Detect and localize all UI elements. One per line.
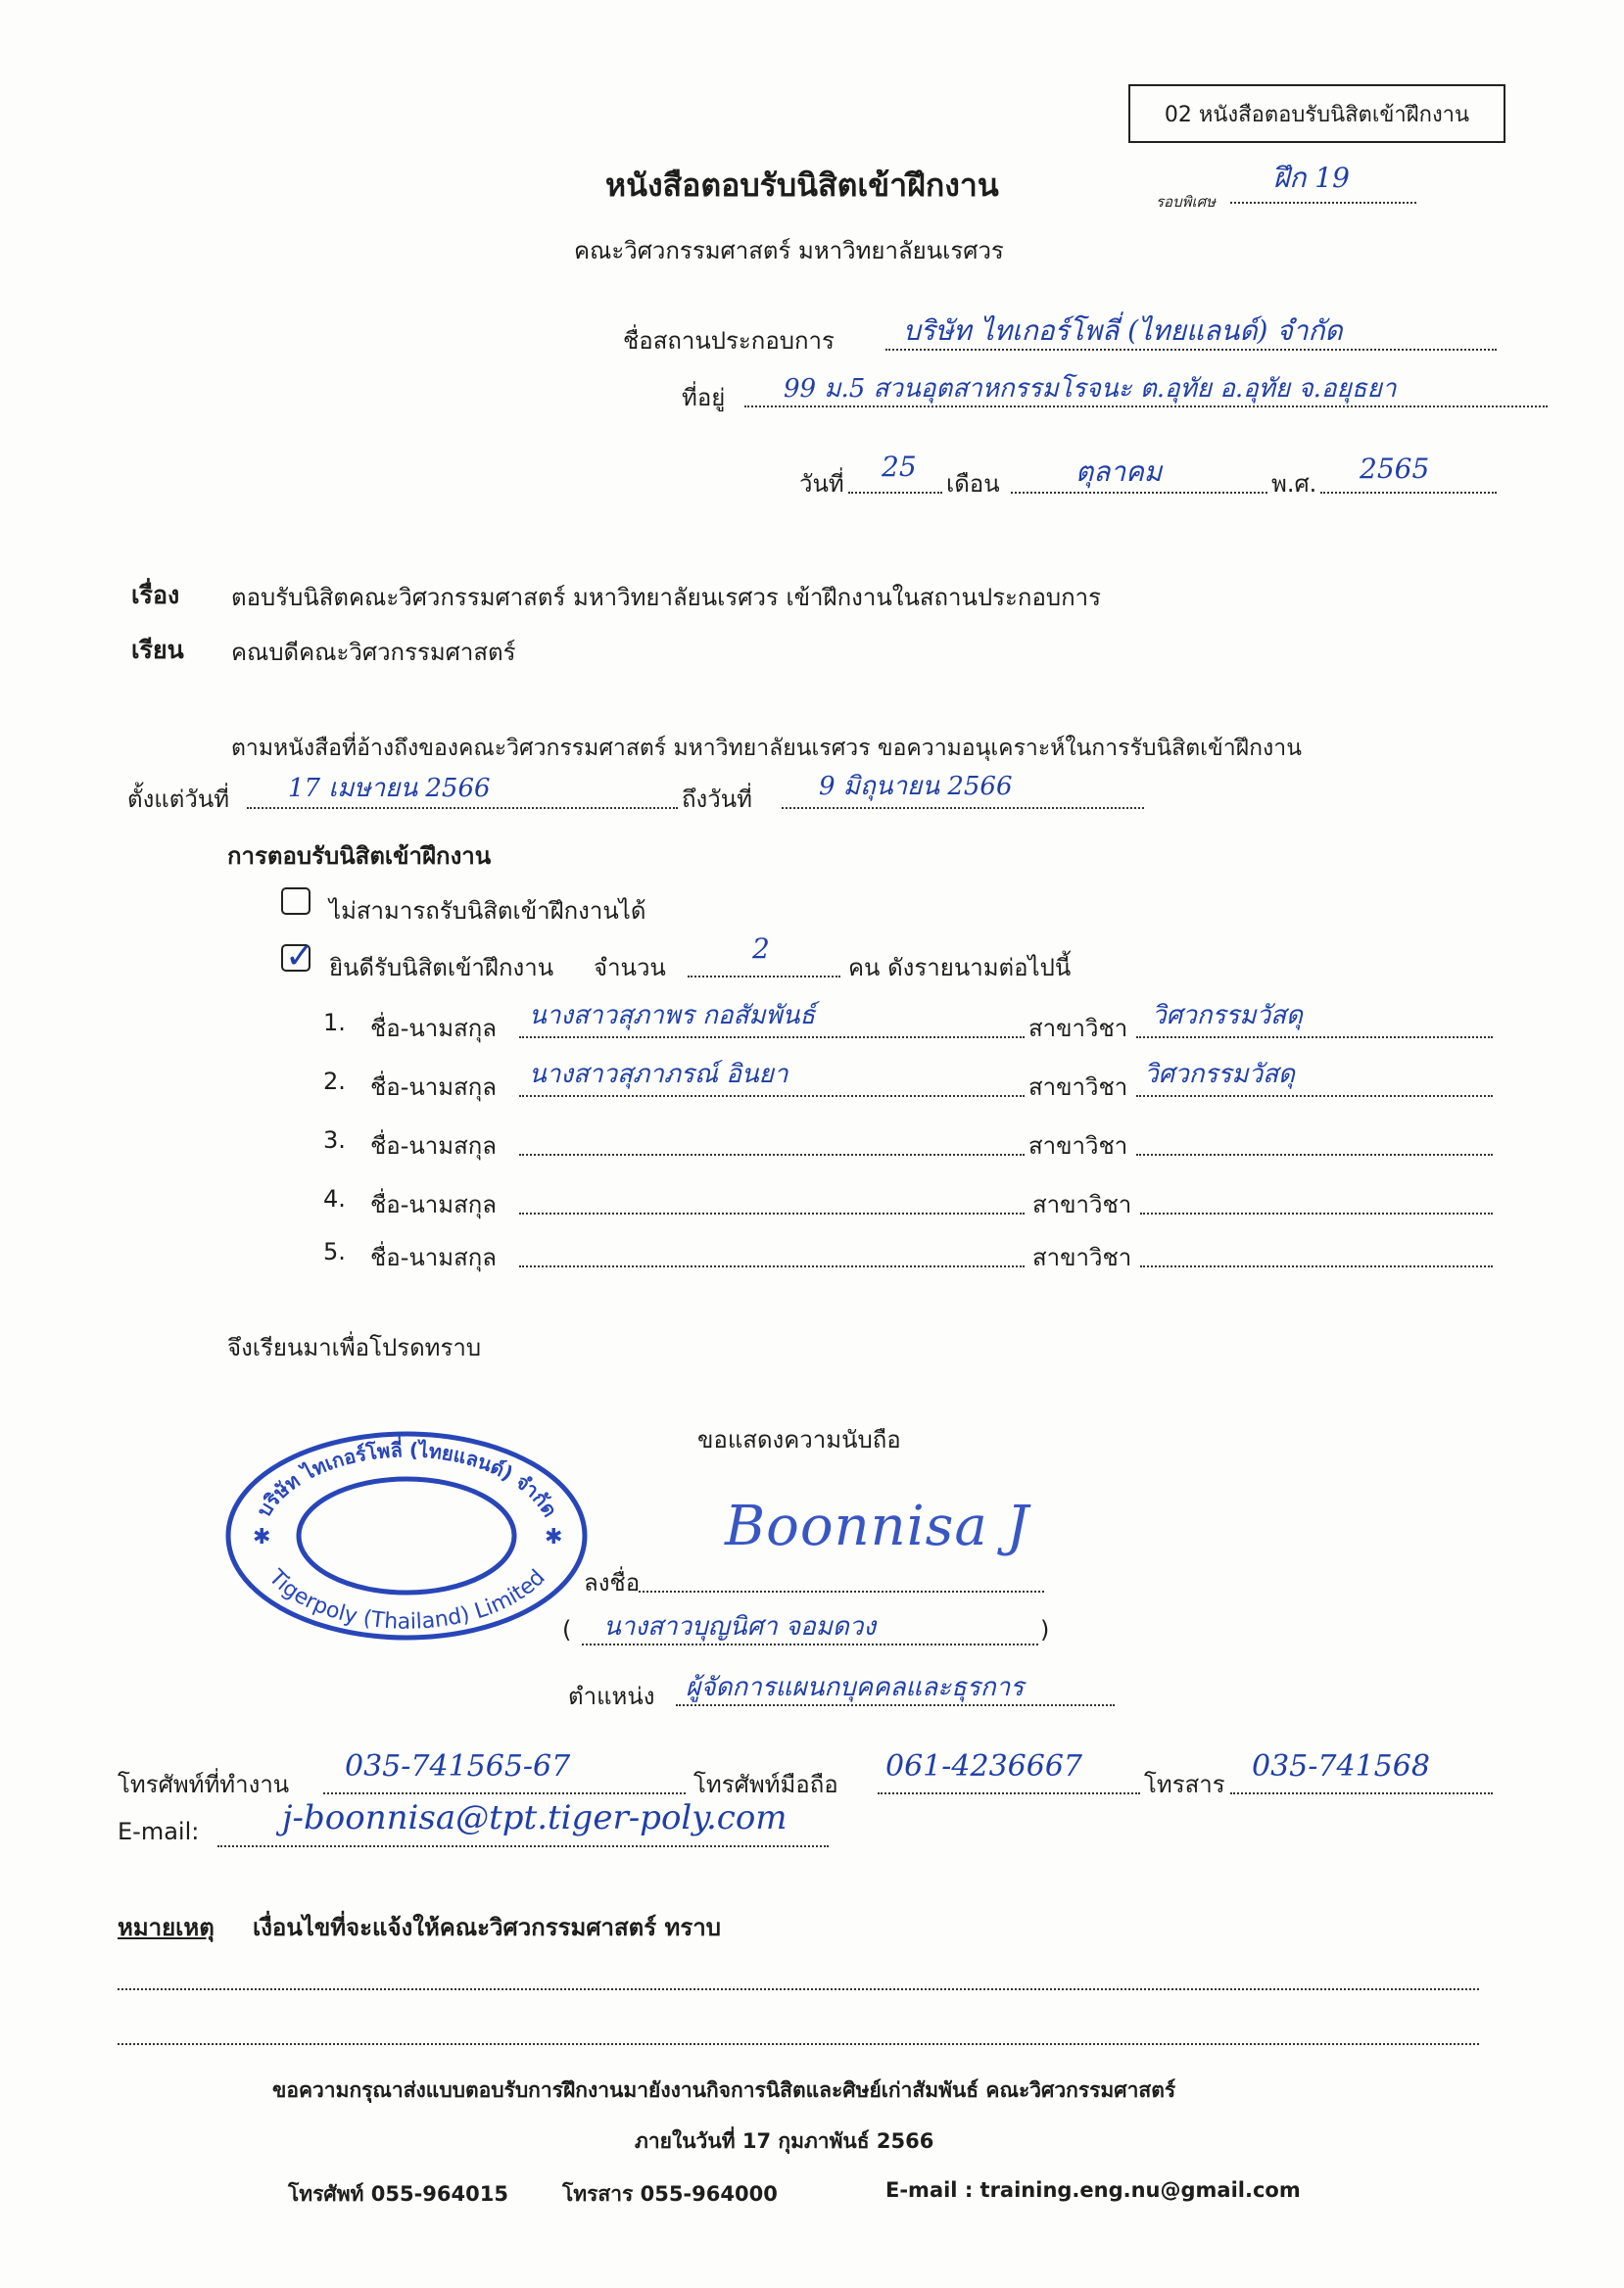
- company-name-label: ชื่อสถานประกอบการ: [623, 327, 835, 355]
- round-value: ฝึก 19: [1273, 162, 1350, 194]
- fax-label: โทรสาร: [1144, 1771, 1225, 1798]
- fax-line: [1230, 1792, 1493, 1794]
- student-no: 3.: [323, 1126, 346, 1154]
- student-no: 2.: [323, 1068, 346, 1095]
- student-name-line: [519, 1036, 1025, 1038]
- to-text: คณบดีคณะวิศวกรรมศาสตร์: [231, 639, 516, 666]
- student-name-line: [519, 1095, 1025, 1097]
- student-major-line: [1136, 1036, 1493, 1038]
- date-day-label: วันที่: [799, 470, 844, 498]
- footer-email: E-mail : training.eng.nu@gmail.com: [885, 2178, 1301, 2202]
- date-day-value: 25: [882, 451, 917, 483]
- stamp-thai-text: บริษัท ไทเกอร์โพลี่ (ไทยแลนด์) จำกัด: [252, 1438, 562, 1521]
- remark-label: หมายเหตุ: [118, 1914, 215, 1941]
- faculty-subtitle: คณะวิศวกรรมศาสตร์ มหาวิทยาลัยนเรศวร: [574, 237, 1004, 264]
- reject-option-label: ไม่สามารถรับนิสิตเข้าฝึกงานได้: [329, 897, 646, 925]
- student-name-label: ชื่อ-นามสกุล: [370, 1244, 497, 1271]
- signer-name-value: นางสาวบุญนิศา จอมดวง: [603, 1612, 877, 1642]
- student-name-label: ชื่อ-นามสกุล: [370, 1073, 497, 1101]
- student-major-line: [1136, 1154, 1493, 1156]
- position-label: ตำแหน่ง: [568, 1683, 655, 1710]
- count-line: [688, 976, 840, 977]
- accept-option-label: ยินดีรับนิสิตเข้าฝึกงาน: [329, 954, 554, 981]
- subject-text: ตอบรับนิสิตคณะวิศวกรรมศาสตร์ มหาวิทยาลัยนเรศวร เข้าฝึกงานในสถานประกอบการ: [231, 584, 1102, 611]
- page-title: หนังสือตอบรับนิสิตเข้าฝึกงาน: [605, 167, 999, 204]
- form-code-box: [1128, 84, 1505, 143]
- student-name-value: นางสาวสุภาภรณ์ อินยา: [529, 1060, 788, 1089]
- student-major-label: สาขาวิชา: [1028, 1015, 1128, 1042]
- student-name-value: นางสาวสุภาพร กอสัมพันธ์: [529, 1001, 816, 1030]
- student-major-label: สาขาวิชา: [1032, 1244, 1132, 1271]
- date-month-value: ตุลาคม: [1075, 455, 1163, 488]
- student-name-line: [519, 1265, 1025, 1267]
- to-date-value: 9 มิถุนายน 2566: [819, 772, 1013, 801]
- count-suffix: คน ดังรายนามต่อไปนี้: [848, 954, 1072, 981]
- footer-line-1: ขอความกรุณาส่งแบบตอบรับการฝึกงานมายังงานกิจการนิสิตและศิษย์เก่าสัมพันธ์ คณะวิศวกรรมศาสตร์: [272, 2078, 1176, 2102]
- from-date-value: 17 เมษายน 2566: [288, 774, 491, 803]
- name-close-paren: ): [1040, 1616, 1050, 1644]
- date-year-label: พ.ศ.: [1271, 470, 1317, 498]
- student-major-label: สาขาวิชา: [1028, 1132, 1128, 1160]
- sign-label: ลงชื่อ: [584, 1569, 641, 1597]
- closing-regards: ขอแสดงความนับถือ: [697, 1426, 901, 1454]
- count-value: 2: [752, 932, 770, 965]
- reject-checkbox[interactable]: [281, 887, 310, 915]
- student-name-label: ชื่อ-นามสกุล: [370, 1191, 497, 1218]
- remark-line-2: [118, 2043, 1479, 2045]
- office-phone-label: โทรศัพท์ที่ทำงาน: [118, 1771, 290, 1798]
- footer-fax: โทรสาร 055-964000: [562, 2182, 778, 2206]
- student-major-value: วิศวกรรมวัสดุ: [1152, 1001, 1303, 1030]
- address-label: ที่อยู่: [682, 384, 726, 411]
- to-date-label: ถึงวันที่: [682, 786, 752, 813]
- fax-value: 035-741568: [1252, 1749, 1430, 1784]
- form-code: 02 หนังสือตอบรับนิสิตเข้าฝึกงาน: [1164, 102, 1470, 127]
- acceptance-heading: การตอบรับนิสิตเข้าฝึกงาน: [227, 842, 492, 870]
- stamp-star-icon: ✱: [545, 1525, 563, 1549]
- company-stamp: [223, 1428, 591, 1644]
- mobile-line: [878, 1792, 1140, 1794]
- mobile-label: โทรศัพท์มือถือ: [693, 1771, 838, 1798]
- student-no: 4.: [323, 1185, 346, 1213]
- date-day-line: [848, 492, 942, 494]
- date-year-line: [1320, 492, 1497, 494]
- student-major-label: สาขาวิชา: [1032, 1191, 1132, 1218]
- remark-text: เงื่อนไขที่จะแจ้งให้คณะวิศวกรรมศาสตร์ ทราบ: [253, 1914, 721, 1941]
- footer-phone: โทรศัพท์ 055-964015: [288, 2182, 508, 2206]
- round-label: รอบพิเศษ: [1156, 193, 1217, 211]
- email-value: j-boonnisa@tpt.tiger-poly.com: [282, 1798, 788, 1837]
- subject-label: เรื่อง: [131, 581, 180, 609]
- to-label: เรียน: [131, 636, 184, 664]
- round-line: [1230, 202, 1416, 204]
- student-major-line: [1140, 1265, 1493, 1267]
- sign-line: [639, 1591, 1044, 1593]
- stamp-star-icon: ✱: [253, 1525, 271, 1549]
- student-no: 1.: [323, 1009, 346, 1036]
- email-line: [217, 1845, 829, 1847]
- student-major-line: [1136, 1095, 1493, 1097]
- count-label: จำนวน: [594, 954, 666, 981]
- date-year-value: 2565: [1360, 453, 1430, 485]
- office-phone-value: 035-741565-67: [345, 1749, 571, 1784]
- closing-inform: จึงเรียนมาเพื่อโปรดทราบ: [227, 1334, 482, 1361]
- student-major-value: วิศวกรรมวัสดุ: [1144, 1060, 1295, 1089]
- remark-line-1: [118, 1988, 1479, 1990]
- body-paragraph: ตามหนังสือที่อ้างถึงของคณะวิศวกรรมศาสตร์ มหาวิทยาลัยนเรศวร ขอความอนุเคราะห์ในการรับนิสิตเข้าฝึกงาน: [231, 736, 1302, 761]
- accept-checkbox[interactable]: [281, 936, 315, 977]
- position-value: ผู้จัดการแผนกบุคคลและธุรการ: [686, 1673, 1025, 1702]
- mobile-value: 061-4236667: [885, 1749, 1083, 1784]
- stamp-english-text: Tigerpoly (Thailand) Limited: [263, 1565, 550, 1635]
- to-date-line: [782, 807, 1144, 809]
- footer-line-2: ภายในวันที่ 17 กุมภาพันธ์ 2566: [635, 2129, 934, 2153]
- from-date-label: ตั้งแต่วันที่: [127, 786, 230, 813]
- stamp-inner-ring: [299, 1479, 514, 1593]
- student-name-line: [519, 1154, 1025, 1156]
- student-name-label: ชื่อ-นามสกุล: [370, 1015, 497, 1042]
- date-month-label: เดือน: [946, 470, 1000, 498]
- address-value: 99 ม.5 สวนอุตสาหกรรมโรจนะ ต.อุทัย อ.อุทัย จ.อยุธยา: [784, 374, 1397, 404]
- email-label: E-mail:: [118, 1818, 200, 1845]
- name-open-paren: (: [562, 1616, 572, 1644]
- office-phone-line: [323, 1792, 686, 1794]
- stamp-outer-ring: [228, 1434, 585, 1638]
- signature: Boonnisa J: [725, 1495, 1029, 1558]
- student-major-line: [1140, 1213, 1493, 1215]
- check-mark-icon: ✓: [285, 936, 315, 977]
- student-name-label: ชื่อ-นามสกุล: [370, 1132, 497, 1160]
- student-major-label: สาขาวิชา: [1028, 1073, 1128, 1101]
- company-name-value: บริษัท ไทเกอร์โพลี่ (ไทยแลนด์) จำกัด: [903, 314, 1343, 347]
- student-name-line: [519, 1213, 1025, 1215]
- student-no: 5.: [323, 1238, 346, 1265]
